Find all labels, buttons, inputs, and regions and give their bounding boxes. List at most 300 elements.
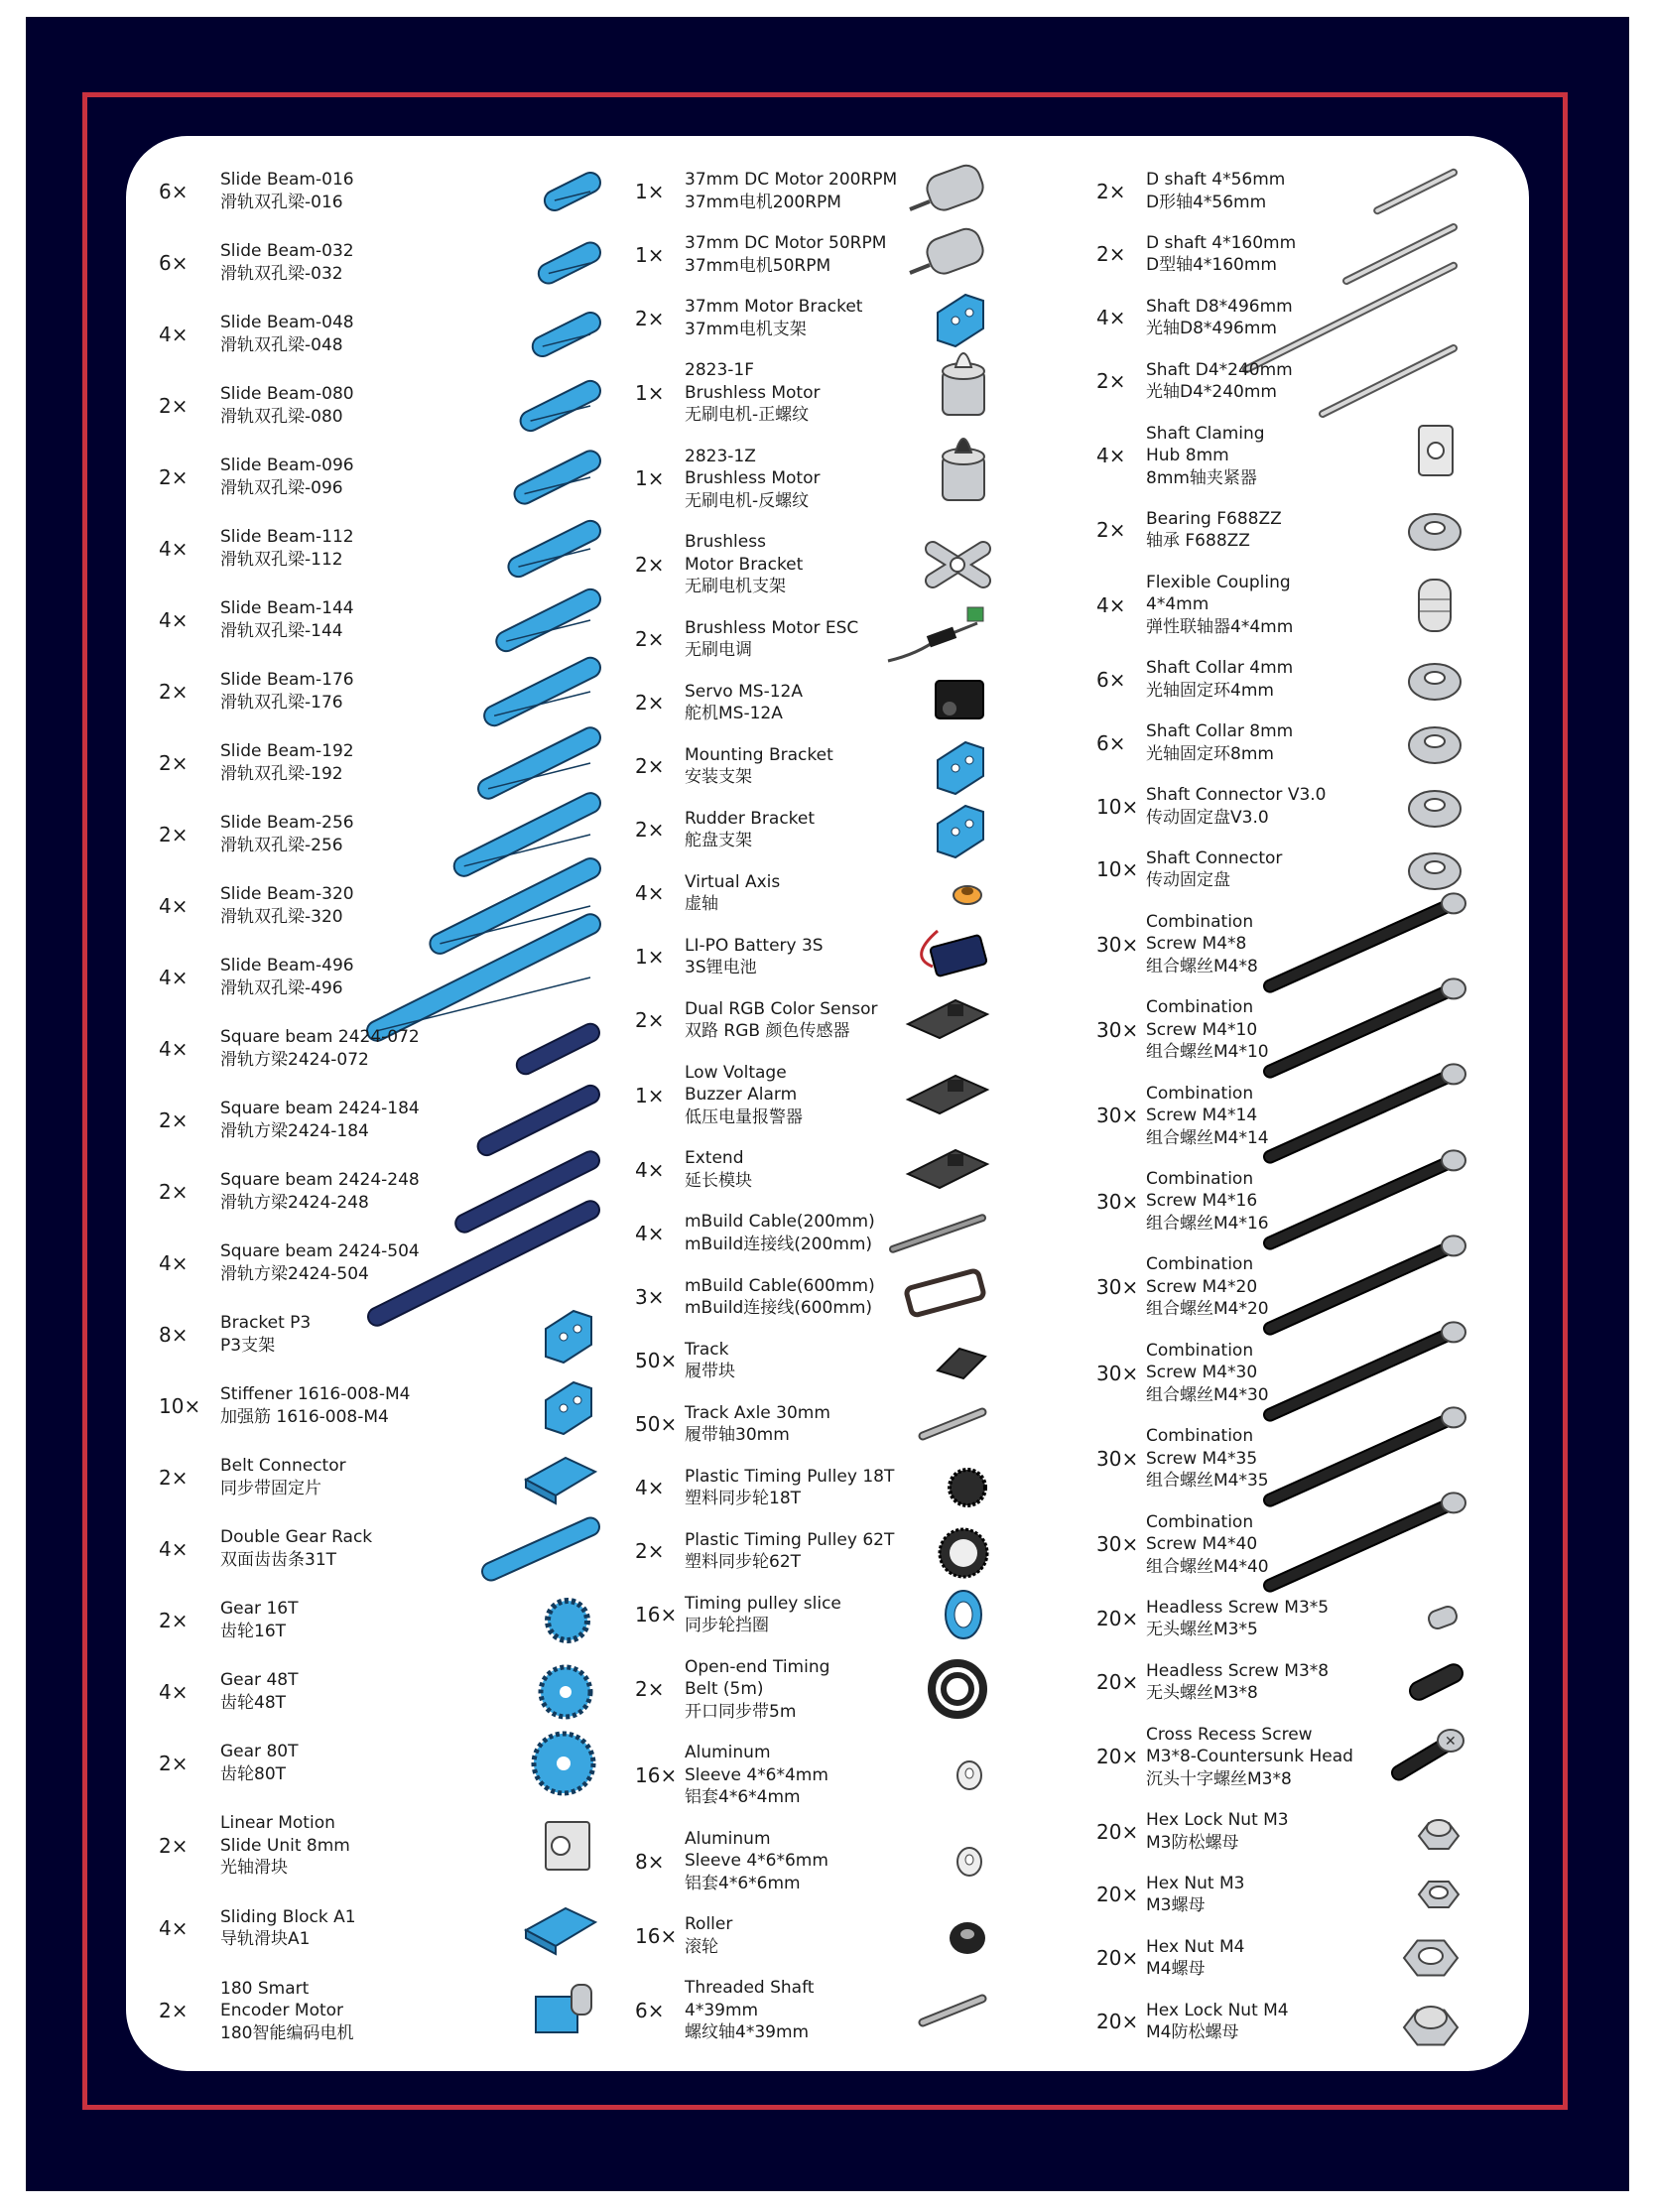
bracket-icon xyxy=(397,1295,595,1374)
slide-unit-icon xyxy=(397,1806,595,1886)
gear-small-icon xyxy=(397,1581,595,1660)
part-name-chinese: 轴承 F688ZZ xyxy=(1146,531,1250,552)
part-quantity: 20× xyxy=(1096,1946,1139,1971)
part-name-english: Screw M4*14 xyxy=(1146,1106,1258,1126)
part-name-english: Virtual Axis xyxy=(685,871,781,892)
part-name-english: Slide Beam-176 xyxy=(220,670,354,690)
part-row xyxy=(635,169,987,213)
part-row xyxy=(159,812,595,856)
part-name-chinese: mBuild连接线(200mm) xyxy=(685,1234,873,1254)
part-name-english: Sleeve 4*6*4mm xyxy=(685,1764,828,1785)
part-quantity: 2× xyxy=(635,754,665,779)
part-quantity: 8× xyxy=(159,1322,189,1347)
sliding-block-icon xyxy=(397,1888,595,1968)
part-name-english: Encoder Motor xyxy=(220,2001,344,2020)
screw-icon xyxy=(1260,905,1459,984)
part-name xyxy=(685,1977,814,2044)
part-name xyxy=(220,383,354,428)
part-name xyxy=(685,681,803,725)
part-quantity: 2× xyxy=(159,1999,189,2023)
part-quantity: 2× xyxy=(1096,518,1126,543)
part-name-english: Slide Beam-256 xyxy=(220,813,354,833)
slide-beam-icon xyxy=(397,366,595,446)
part-name xyxy=(1146,572,1293,639)
part-name-english: Roller xyxy=(685,1914,733,1935)
part-name-chinese: D型轴4*160mm xyxy=(1146,255,1277,276)
gear-rack-icon xyxy=(397,1509,595,1589)
part-name-english: Hex Lock Nut M4 xyxy=(1146,2000,1289,2020)
part-name-english: Buzzer Alarm xyxy=(685,1085,798,1106)
part-row xyxy=(1096,296,1459,340)
part-quantity: 4× xyxy=(159,1536,189,1561)
part-row xyxy=(635,232,987,277)
part-name xyxy=(685,1062,803,1129)
part-name-chinese: 加强筋 1616-008-M4 xyxy=(220,1406,389,1427)
part-name-chinese: 传动固定盘 xyxy=(1146,870,1230,891)
part-quantity: 4× xyxy=(159,893,189,918)
part-name xyxy=(220,1026,420,1071)
part-name-chinese: 光轴滑块 xyxy=(220,1858,288,1878)
part-row xyxy=(1096,232,1459,277)
part-name-chinese: 无刷电机-反螺纹 xyxy=(685,490,810,511)
part-row xyxy=(159,1906,595,1951)
part-name-chinese: D形轴4*56mm xyxy=(1146,192,1267,212)
part-row xyxy=(1096,996,1459,1064)
part-name-english: Gear 16T xyxy=(220,1599,299,1619)
part-quantity: 4× xyxy=(159,1679,189,1704)
part-name-english: Square beam 2424-072 xyxy=(220,1027,420,1047)
part-name xyxy=(220,169,354,213)
part-name-english: Slide Beam-048 xyxy=(220,313,354,332)
part-name xyxy=(1146,784,1327,829)
part-row xyxy=(635,1913,987,1958)
part-quantity: 2× xyxy=(159,1179,189,1204)
part-name-english: Combination xyxy=(1146,997,1254,1018)
part-row xyxy=(635,1529,987,1574)
part-name-chinese: 沉头十字螺丝M3*8 xyxy=(1146,1768,1292,1789)
part-name-chinese: 滑轨双孔梁-016 xyxy=(220,192,343,212)
part-name xyxy=(1146,1873,1244,1917)
part-name xyxy=(1146,508,1282,553)
part-quantity: 2× xyxy=(159,1107,189,1132)
part-name-english: Shaft Collar 4mm xyxy=(1146,658,1294,679)
part-name xyxy=(220,883,354,928)
part-name-english: Low Voltage xyxy=(685,1062,787,1083)
part-row xyxy=(159,1455,595,1499)
part-name-chinese: 无刷电调 xyxy=(685,640,752,661)
part-row xyxy=(635,1062,987,1129)
part-name-english: Hub 8mm xyxy=(1146,446,1229,466)
part-name xyxy=(220,955,354,999)
part-name-chinese: 光轴D4*240mm xyxy=(1146,382,1277,403)
part-name-english: Shaft Connector V3.0 xyxy=(1146,785,1327,806)
part-name xyxy=(220,1169,420,1214)
part-quantity: 50× xyxy=(635,1412,678,1437)
slide-beam-icon xyxy=(397,581,595,660)
part-name-english: Stiffener 1616-008-M4 xyxy=(220,1384,411,1404)
part-name-chinese: 组合螺丝M4*10 xyxy=(1146,1042,1269,1063)
part-name xyxy=(220,740,354,785)
part-row xyxy=(159,240,595,285)
part-name xyxy=(1146,1809,1289,1854)
part-name-english: Combination xyxy=(1146,1511,1254,1532)
screw-icon xyxy=(1260,1504,1459,1584)
part-name-chinese: mBuild连接线(600mm) xyxy=(685,1298,873,1318)
part-name-english: M3*8-Countersunk Head xyxy=(1146,1747,1353,1767)
part-quantity: 2× xyxy=(159,1751,189,1775)
part-name-english: Shaft D4*240mm xyxy=(1146,359,1293,380)
part-name-english: Combination xyxy=(1146,911,1254,932)
part-name-chinese: 滑轨双孔梁-144 xyxy=(220,620,343,641)
part-name-english: Combination xyxy=(1146,1083,1254,1104)
part-quantity: 2× xyxy=(159,464,189,489)
part-name-english: Headless Screw M3*8 xyxy=(1146,1660,1330,1681)
part-name-english: 37mm DC Motor 50RPM xyxy=(685,233,887,254)
part-name-chinese: 齿轮80T xyxy=(220,1763,287,1784)
clamping-hub-icon xyxy=(1260,416,1459,495)
part-name-english: Cross Recess Screw xyxy=(1146,1724,1313,1745)
part-name xyxy=(685,871,780,916)
shaft-connector-icon xyxy=(1260,830,1459,909)
part-name-english: Slide Beam-080 xyxy=(220,384,354,404)
part-name xyxy=(1146,169,1285,213)
part-quantity: 2× xyxy=(159,750,189,775)
parts-column-3 xyxy=(1096,169,1459,2044)
part-quantity: 1× xyxy=(635,179,665,203)
part-row xyxy=(1096,1511,1459,1579)
part-quantity: 4× xyxy=(159,536,189,561)
part-name-english: Extend xyxy=(685,1148,744,1169)
part-name xyxy=(1146,1660,1329,1705)
part-quantity: 30× xyxy=(1096,1361,1139,1385)
part-name xyxy=(220,1978,353,2045)
part-name-english: Hex Lock Nut M3 xyxy=(1146,1810,1289,1831)
screw-icon xyxy=(1260,1162,1459,1241)
part-quantity: 16× xyxy=(635,1603,678,1627)
part-quantity: 4× xyxy=(635,1476,665,1500)
part-name-chinese: 37mm电机支架 xyxy=(685,319,807,339)
part-name-english: Threaded Shaft xyxy=(685,1978,815,1999)
part-row xyxy=(1096,508,1459,553)
part-name-english: Dual RGB Color Sensor xyxy=(685,998,878,1019)
part-name-english: Bracket P3 xyxy=(220,1313,312,1333)
part-row xyxy=(159,1169,595,1214)
part-name-english: Brushless xyxy=(685,532,766,553)
part-name-english: Timing pulley slice xyxy=(685,1593,841,1614)
part-row xyxy=(635,1211,987,1255)
part-name-chinese: 舵盘支架 xyxy=(685,831,752,851)
part-quantity: 20× xyxy=(1096,1745,1139,1769)
svg-text:✕: ✕ xyxy=(1445,1734,1457,1751)
part-quantity: 2× xyxy=(635,691,665,716)
part-name-chinese: 滑轨双孔梁-320 xyxy=(220,906,343,927)
part-name xyxy=(1146,657,1293,702)
part-name xyxy=(685,1466,894,1510)
part-name-english: Plastic Timing Pulley 18T xyxy=(685,1466,895,1487)
part-quantity: 1× xyxy=(635,466,665,491)
part-quantity: 20× xyxy=(1096,1607,1139,1631)
part-name-chinese: 组合螺丝M4*14 xyxy=(1146,1127,1269,1148)
part-name-english: Screw M4*16 xyxy=(1146,1191,1258,1212)
part-quantity: 4× xyxy=(1096,306,1126,330)
slide-beam-icon xyxy=(397,438,595,517)
encoder-motor-icon xyxy=(397,1971,595,2050)
part-name-english: Hex Nut M3 xyxy=(1146,1873,1245,1893)
gear-icon xyxy=(397,1652,595,1732)
part-row xyxy=(635,531,987,598)
part-name-chinese: 同步轮挡圈 xyxy=(685,1616,769,1636)
part-name-english: Combination xyxy=(1146,1426,1254,1447)
part-name xyxy=(685,998,878,1043)
part-name-chinese: P3支架 xyxy=(220,1335,276,1356)
part-name-chinese: 8mm轴夹紧器 xyxy=(1146,467,1257,488)
part-name-english: Slide Beam-192 xyxy=(220,741,354,761)
part-row xyxy=(1096,2000,1459,2044)
parts-column-2 xyxy=(635,169,987,2044)
part-name-english: Combination xyxy=(1146,1168,1254,1189)
part-name-english: Track Axle 30mm xyxy=(685,1402,830,1423)
part-row xyxy=(159,1526,595,1571)
part-name xyxy=(685,1529,894,1574)
part-name xyxy=(1146,1724,1353,1791)
buzzer-icon xyxy=(789,1056,987,1135)
part-row xyxy=(635,1339,987,1383)
part-quantity: 4× xyxy=(159,607,189,632)
part-name-chinese: 滑轨双孔梁-176 xyxy=(220,692,343,713)
part-name xyxy=(685,169,897,213)
part-name-english: 4*4mm xyxy=(1146,594,1209,615)
part-name-english: Screw M4*8 xyxy=(1146,934,1247,955)
part-name-chinese: 同步带固定片 xyxy=(220,1478,321,1498)
slide-beam-icon xyxy=(397,795,595,874)
part-quantity: 6× xyxy=(635,1999,665,2023)
part-name-chinese: 齿轮16T xyxy=(220,1621,287,1641)
slide-beam-icon xyxy=(397,152,595,231)
part-name-english: Shaft Claming xyxy=(1146,423,1265,444)
part-quantity: 30× xyxy=(1096,932,1139,957)
part-quantity: 2× xyxy=(635,818,665,843)
part-quantity: 2× xyxy=(1096,242,1126,267)
part-row xyxy=(635,1828,987,1895)
x-bracket-icon xyxy=(789,525,987,604)
part-row xyxy=(635,296,987,340)
part-quantity: 2× xyxy=(635,1008,665,1033)
part-name xyxy=(685,935,824,979)
part-row xyxy=(1096,359,1459,404)
part-name-english: Brushless Motor xyxy=(685,468,821,489)
part-name xyxy=(1146,359,1293,404)
part-name xyxy=(1146,296,1293,340)
part-name-english: Plastic Timing Pulley 62T xyxy=(685,1529,895,1550)
part-name-chinese: 塑料同步轮62T xyxy=(685,1552,802,1573)
part-name-english: Slide Beam-144 xyxy=(220,598,354,618)
part-quantity: 10× xyxy=(1096,794,1139,819)
part-row xyxy=(635,681,987,725)
part-row xyxy=(635,1466,987,1510)
part-quantity: 2× xyxy=(1096,369,1126,394)
part-name xyxy=(1146,2000,1289,2044)
part-name-english: Shaft D8*496mm xyxy=(1146,296,1293,317)
part-name-chinese: 舵机MS-12A xyxy=(685,704,783,724)
part-name-english: Rudder Bracket xyxy=(685,808,816,829)
part-name-chinese: 滑轨双孔梁-496 xyxy=(220,977,343,998)
part-quantity: 16× xyxy=(635,1762,678,1787)
part-name xyxy=(220,1526,372,1571)
part-name-english: Servo MS-12A xyxy=(685,681,803,702)
gear-large-icon xyxy=(397,1724,595,1803)
square-beam-icon xyxy=(397,1081,595,1160)
part-name-chinese: 虚轴 xyxy=(685,894,718,915)
part-name-chinese: 37mm电机50RPM xyxy=(685,255,831,276)
screw-icon xyxy=(1260,1419,1459,1498)
part-name-english: Belt Connector xyxy=(220,1456,346,1476)
lock-nut-large-icon xyxy=(1260,1982,1459,2061)
part-name-chinese: 组合螺丝M4*30 xyxy=(1146,1384,1269,1405)
part-quantity: 2× xyxy=(159,822,189,846)
part-name xyxy=(1146,1253,1269,1321)
part-row xyxy=(1096,1425,1459,1493)
part-quantity: 6× xyxy=(159,250,189,275)
part-name-chinese: 滑轨方梁2424-504 xyxy=(220,1263,369,1284)
part-quantity: 30× xyxy=(1096,1446,1139,1471)
part-name-chinese: 无头螺丝M3*8 xyxy=(1146,1683,1258,1704)
part-quantity: 4× xyxy=(635,881,665,906)
part-row xyxy=(635,1977,987,2044)
part-name xyxy=(1146,1936,1244,1981)
part-name-english: Aluminum xyxy=(685,1743,771,1763)
part-name-chinese: 低压电量报警器 xyxy=(685,1106,803,1127)
part-name-chinese: M4螺母 xyxy=(1146,1959,1206,1980)
part-row xyxy=(1096,720,1459,765)
part-name-chinese: 无头螺丝M3*5 xyxy=(1146,1620,1258,1640)
part-name-english: Brushless Motor ESC xyxy=(685,617,859,638)
part-name-chinese: 传动固定盘V3.0 xyxy=(1146,807,1269,828)
part-name xyxy=(685,531,803,598)
part-quantity: 2× xyxy=(159,393,189,418)
part-name xyxy=(220,1098,420,1142)
part-name-english: Aluminum xyxy=(685,1828,771,1849)
part-name-chinese: 光轴固定环4mm xyxy=(1146,680,1274,701)
part-row xyxy=(159,740,595,785)
part-name-english: Motor Bracket xyxy=(685,554,804,575)
part-name-english: Screw M4*20 xyxy=(1146,1276,1258,1297)
square-beam-icon xyxy=(397,1009,595,1089)
part-name xyxy=(685,1828,828,1895)
part-name-english: Slide Unit 8mm xyxy=(220,1835,350,1856)
part-name-english: Belt (5m) xyxy=(685,1679,764,1700)
part-name-chinese: 滑轨双孔梁-192 xyxy=(220,763,343,784)
part-row xyxy=(159,597,595,642)
part-row xyxy=(159,1741,595,1785)
part-row xyxy=(1096,1809,1459,1854)
threaded-shaft-icon xyxy=(789,1971,987,2050)
part-name-english: Mounting Bracket xyxy=(685,744,833,765)
part-row xyxy=(635,1147,987,1192)
part-row xyxy=(1096,1936,1459,1981)
part-name-chinese: 延长模块 xyxy=(685,1170,752,1191)
part-name xyxy=(685,296,862,340)
part-row xyxy=(635,359,987,427)
part-row xyxy=(159,383,595,428)
part-quantity: 20× xyxy=(1096,1819,1139,1844)
part-row xyxy=(159,1383,595,1428)
part-row xyxy=(159,883,595,928)
part-row xyxy=(1096,1660,1459,1705)
part-row xyxy=(1096,1340,1459,1407)
roller-icon xyxy=(789,1896,987,1976)
part-name-chinese: 导轨滑块A1 xyxy=(220,1929,311,1949)
part-row xyxy=(159,1812,595,1880)
part-quantity: 30× xyxy=(1096,1017,1139,1042)
part-name-chinese: 滑轨双孔梁-080 xyxy=(220,406,343,427)
part-name-chinese: 安装支架 xyxy=(685,767,752,788)
part-row xyxy=(635,1742,987,1809)
screw-icon xyxy=(1260,1334,1459,1413)
part-name xyxy=(220,1383,410,1428)
part-name-english: Bearing F688ZZ xyxy=(1146,508,1282,529)
slide-beam-icon xyxy=(397,509,595,588)
part-row xyxy=(635,617,987,662)
part-row xyxy=(159,455,595,499)
part-quantity: 1× xyxy=(635,380,665,405)
part-quantity: 20× xyxy=(1096,2010,1139,2034)
part-name-english: Open-end Timing xyxy=(685,1656,830,1677)
part-name-english: Combination xyxy=(1146,1254,1254,1275)
part-name-chinese: 组合螺丝M4*20 xyxy=(1146,1299,1269,1320)
part-name-chinese: 开口同步带5m xyxy=(685,1701,797,1722)
part-name xyxy=(1146,232,1296,277)
part-name xyxy=(685,1402,830,1447)
part-name-english: Brushless Motor xyxy=(685,382,821,403)
part-name-chinese: M3防松螺母 xyxy=(1146,1832,1239,1853)
part-row xyxy=(635,446,987,513)
part-name-english: Slide Beam-320 xyxy=(220,884,354,904)
part-quantity: 4× xyxy=(159,322,189,346)
part-name-chinese: 37mm电机200RPM xyxy=(685,192,841,212)
part-row xyxy=(159,1026,595,1071)
part-name xyxy=(220,812,354,856)
part-name xyxy=(220,1455,346,1499)
part-name xyxy=(220,240,354,285)
part-name xyxy=(220,597,354,642)
part-name-english: Gear 80T xyxy=(220,1742,299,1761)
part-quantity: 2× xyxy=(635,306,665,330)
part-name xyxy=(685,1656,829,1724)
part-name-english: 4*39mm xyxy=(685,2000,759,2020)
part-name-chinese: 塑料同步轮18T xyxy=(685,1489,802,1509)
part-name-english: Shaft Connector xyxy=(1146,847,1283,868)
part-quantity: 30× xyxy=(1096,1532,1139,1557)
part-row xyxy=(635,1656,987,1724)
part-quantity: 2× xyxy=(159,1833,189,1858)
part-name xyxy=(685,1275,875,1320)
part-name xyxy=(220,1240,420,1285)
part-quantity: 2× xyxy=(159,1608,189,1632)
part-name xyxy=(1146,423,1265,490)
stiffener-icon xyxy=(397,1366,595,1446)
part-quantity: 1× xyxy=(635,242,665,267)
part-name-english: Double Gear Rack xyxy=(220,1527,373,1547)
part-name-chinese: 组合螺丝M4*16 xyxy=(1146,1213,1269,1234)
part-quantity: 2× xyxy=(635,627,665,652)
part-name-chinese: 铝套4*6*4mm xyxy=(685,1787,801,1808)
part-name xyxy=(220,1906,356,1951)
part-name-english: Flexible Coupling xyxy=(1146,572,1291,592)
part-quantity: 1× xyxy=(635,1083,665,1107)
slide-beam-icon xyxy=(397,723,595,803)
part-quantity: 16× xyxy=(635,1923,678,1948)
part-name-chinese: 双面齿齿条31T xyxy=(220,1549,337,1570)
